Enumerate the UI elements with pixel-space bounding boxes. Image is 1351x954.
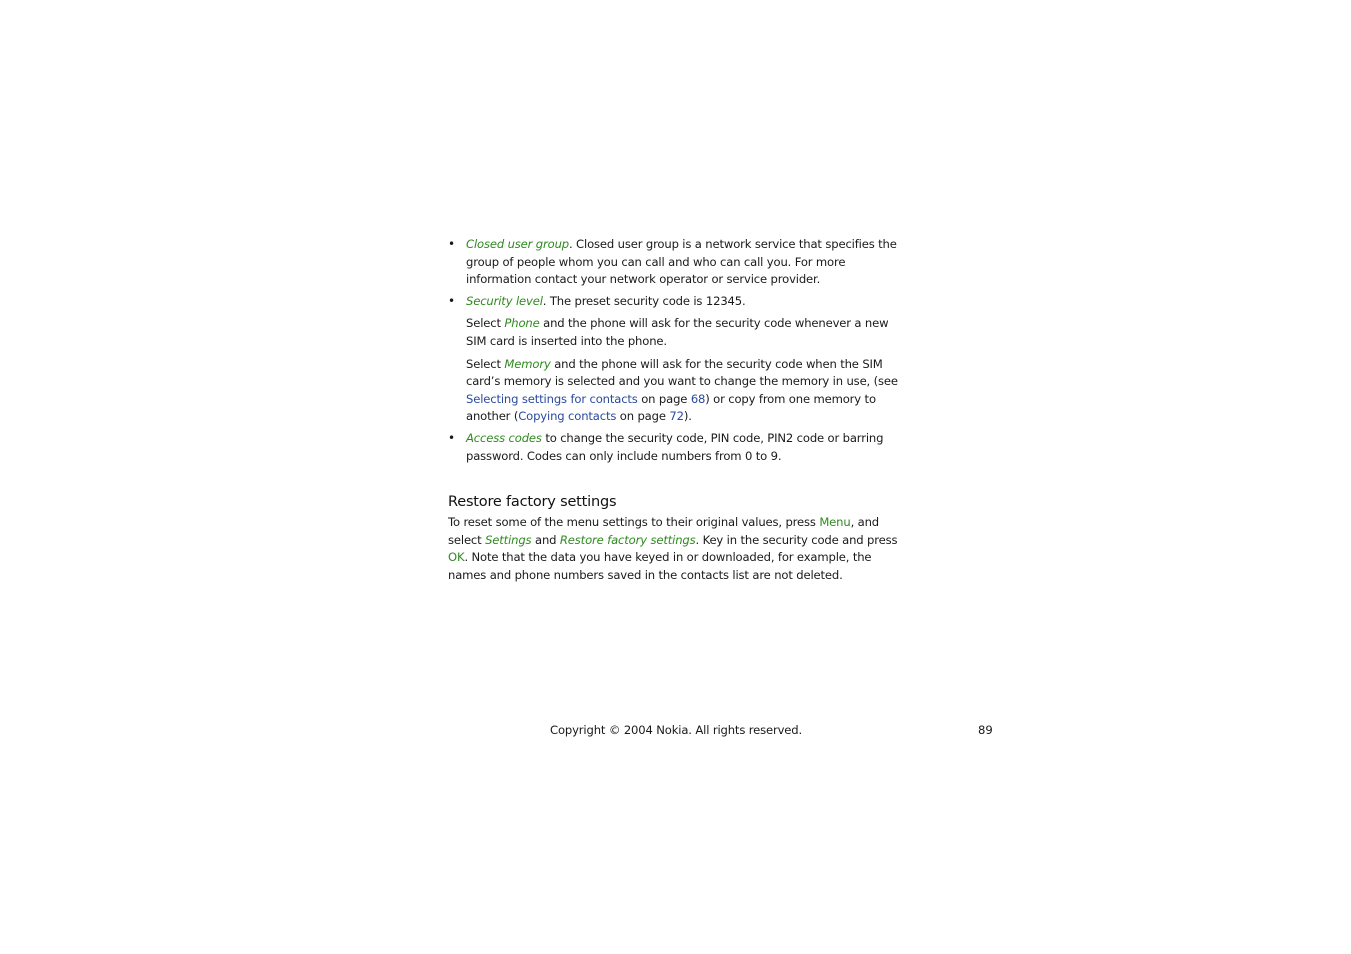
term-memory: Memory <box>504 356 551 371</box>
term-settings: Settings <box>485 532 532 547</box>
link-copying-contacts[interactable]: Copying contacts <box>518 409 617 424</box>
restore-text-2: , and select <box>448 515 879 547</box>
term-phone: Phone <box>504 316 540 331</box>
select-prefix: Select <box>466 356 505 371</box>
phone-option-paragraph <box>466 315 908 350</box>
list-item-closed-user-group <box>448 236 908 289</box>
select-prefix: Select <box>466 316 505 331</box>
bullet-icon: • <box>448 430 455 445</box>
restore-text-4: . Key in the security code and press <box>695 532 898 547</box>
memory-option-end: ). <box>683 409 692 424</box>
term-security-level: Security level <box>466 293 543 308</box>
phone-option-description: and the phone will ask for the security code whenever a new SIM card is inserted into the phone. <box>466 316 889 348</box>
list-item-security-level <box>448 293 908 426</box>
link-selecting-settings-for-contacts[interactable]: Selecting settings for contacts <box>466 391 638 406</box>
closed-user-group-description: . Closed user group is a network service that specifies the group of people whom you can call and who can call you. For more information contact your network operator or service provider. <box>466 237 897 287</box>
memory-option-paragraph <box>466 356 908 426</box>
bullet-icon: • <box>448 237 455 251</box>
restore-text-1: To reset some of the menu settings to their original values, press <box>448 515 820 530</box>
term-restore-factory-settings: Restore factory settings <box>559 532 696 547</box>
security-level-description: . The preset security code is 12345. <box>542 293 746 308</box>
access-codes-description: to change the security code, PIN code, PIN2 code or barring password. Codes can only include numbers from 0 to 9. <box>466 430 884 463</box>
page-content <box>448 236 908 585</box>
memory-option-continued: ) or copy from one memory to another ( <box>466 391 876 424</box>
link-page-68[interactable]: 68 <box>690 391 706 406</box>
restore-text-5: . Note that the data you have keyed in or downloaded, for example, the names and phone numbers saved in the contacts list are not deleted. <box>448 550 872 582</box>
list-item-access-codes <box>448 430 908 465</box>
page-number: 89 <box>978 723 993 737</box>
restore-factory-settings-paragraph <box>448 514 908 584</box>
section-heading-restore-factory-settings: Restore factory settings <box>448 494 617 511</box>
footer-copyright: Copyright © 2004 Nokia. All rights reserved. <box>550 723 803 737</box>
term-closed-user-group: Closed user group <box>466 237 569 251</box>
on-page-text: on page <box>637 391 691 406</box>
memory-option-description: and the phone will ask for the security code when the SIM card’s memory is selected and you want to change the memory in use, (see <box>466 356 898 389</box>
link-page-72[interactable]: 72 <box>669 409 684 424</box>
key-ok: OK <box>448 550 465 565</box>
key-menu: Menu <box>819 515 851 530</box>
term-access-codes: Access codes <box>466 430 542 445</box>
settings-bullet-list <box>448 236 908 465</box>
bullet-icon: • <box>448 293 455 308</box>
restore-text-3: and <box>531 532 560 547</box>
on-page-text: on page <box>616 409 670 424</box>
